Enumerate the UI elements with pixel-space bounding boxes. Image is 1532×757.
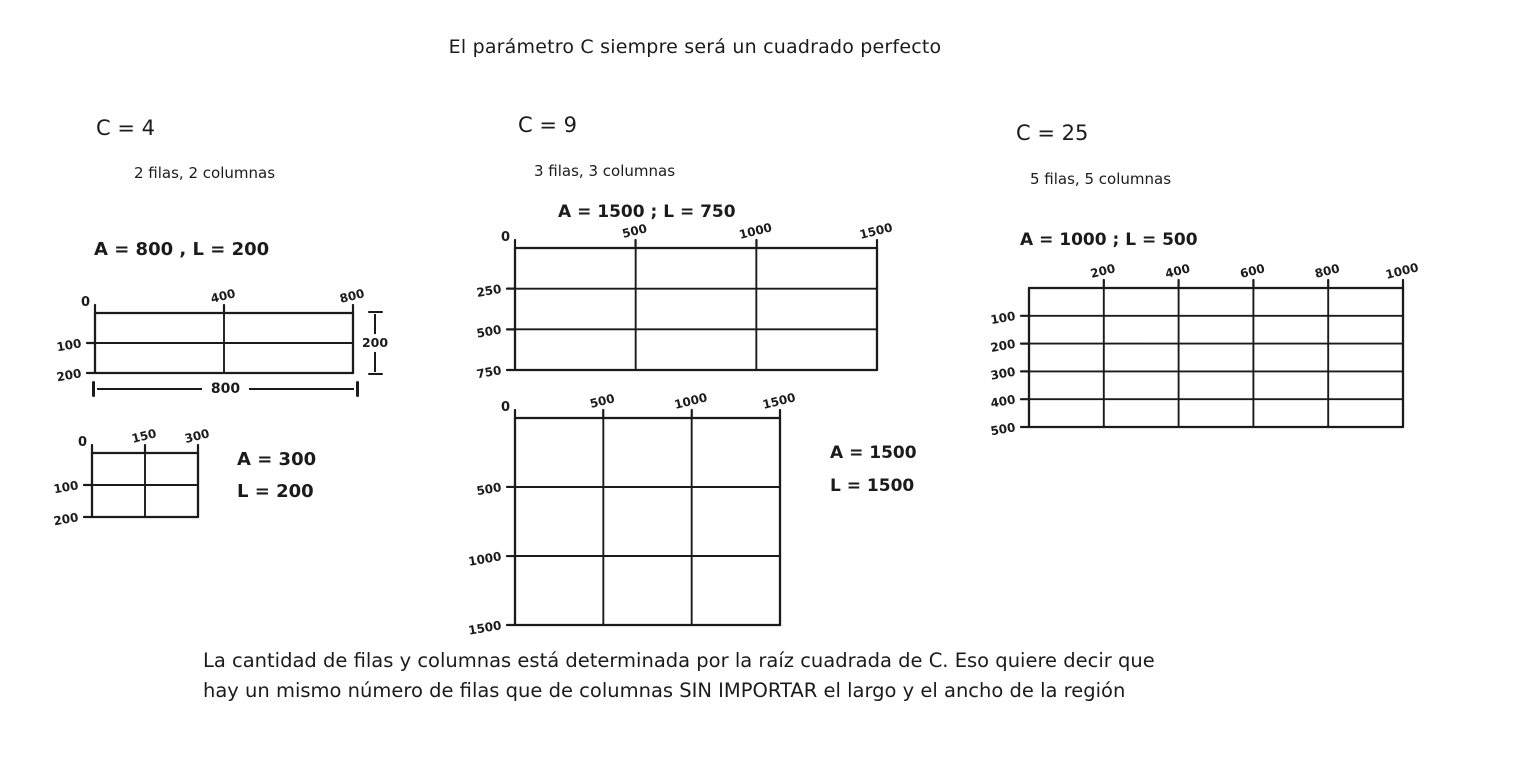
- svg-text:1000: 1000: [737, 220, 774, 242]
- svg-text:500: 500: [475, 322, 503, 341]
- c25-params-label: A = 1000 ; L = 500: [1020, 230, 1198, 250]
- svg-text:1500: 1500: [467, 618, 503, 638]
- svg-text:400: 400: [209, 286, 237, 306]
- svg-text:200: 200: [55, 366, 83, 385]
- bracket-lower-stem: [374, 352, 376, 372]
- svg-text:100: 100: [989, 308, 1017, 328]
- svg-text:600: 600: [1238, 261, 1267, 281]
- c4-height-dimension-value: 200: [361, 335, 389, 350]
- bracket-top-cap: [368, 311, 383, 313]
- svg-text:250: 250: [475, 281, 503, 300]
- svg-text:1500: 1500: [761, 390, 797, 412]
- svg-text:800: 800: [338, 286, 366, 306]
- c9-grid2-side-labels: [830, 443, 917, 509]
- c25-grid-1000x500: [989, 260, 1420, 439]
- c9-grid-1500x1500: [467, 390, 797, 638]
- svg-text:1000: 1000: [467, 549, 503, 569]
- svg-text:400: 400: [1163, 261, 1192, 281]
- c4-grid-800x200: [55, 286, 366, 385]
- c9-params-label: A = 1500 ; L = 750: [558, 202, 736, 222]
- c4-grid2-side-labels: [237, 449, 316, 513]
- svg-text:1000: 1000: [1384, 260, 1420, 282]
- c4-rows-columns-label: 2 filas, 2 columnas: [134, 164, 276, 182]
- svg-text:500: 500: [620, 221, 649, 241]
- c4-params-label: A = 800 , L = 200: [94, 239, 270, 260]
- svg-text:300: 300: [183, 426, 211, 446]
- svg-text:300: 300: [989, 364, 1017, 383]
- svg-text:500: 500: [989, 420, 1017, 439]
- c9-grid-1500x750: [475, 220, 894, 382]
- svg-text:1500: 1500: [858, 220, 894, 242]
- svg-text:200: 200: [1088, 261, 1117, 281]
- c4-grid2-area-label: A = 300: [237, 449, 317, 470]
- svg-text:1000: 1000: [672, 390, 709, 412]
- bracket-bottom-cap: [368, 373, 383, 375]
- c4-width-dimension-bracket: [92, 379, 359, 399]
- svg-text:0: 0: [500, 400, 510, 415]
- svg-text:150: 150: [130, 426, 158, 446]
- bracket-upper-stem: [374, 314, 376, 334]
- svg-text:0: 0: [80, 295, 90, 310]
- c9-grid2-area-label: A = 1500: [830, 443, 917, 463]
- svg-text:200: 200: [52, 510, 80, 529]
- c4-width-dimension-value: 800: [210, 381, 241, 397]
- page-title: El parámetro C siempre será un cuadrado perfecto: [448, 36, 942, 58]
- svg-text:400: 400: [989, 392, 1017, 411]
- c9-parameter-label: C = 9: [518, 113, 577, 137]
- svg-text:800: 800: [1313, 261, 1342, 281]
- svg-text:500: 500: [588, 391, 617, 411]
- svg-text:750: 750: [475, 363, 503, 382]
- c9-grid2-length-label: L = 1500: [830, 476, 915, 496]
- bracket-right-bar: [249, 388, 354, 390]
- c4-grid2-length-label: L = 200: [237, 481, 314, 502]
- svg-text:200: 200: [989, 336, 1017, 355]
- c4-height-dimension-bracket: [362, 311, 388, 375]
- svg-text:100: 100: [52, 478, 80, 497]
- footer-note: [203, 646, 1155, 706]
- bracket-right-cap: [356, 381, 359, 397]
- bracket-left-cap: [92, 381, 95, 397]
- c4-grid-300x200: [52, 426, 211, 529]
- svg-text:0: 0: [500, 230, 510, 245]
- c9-rows-columns-label: 3 filas, 3 columnas: [534, 162, 676, 180]
- c25-rows-columns-label: 5 filas, 5 columnas: [1030, 170, 1172, 188]
- footer-line-2: hay un mismo número de filas que de columnas SIN IMPORTAR el largo y el ancho de la región: [203, 679, 1126, 702]
- svg-text:0: 0: [77, 435, 87, 450]
- footer-line-1: La cantidad de filas y columnas está determinada por la raíz cuadrada de C. Eso quiere decir que: [203, 649, 1155, 672]
- svg-text:500: 500: [475, 480, 503, 499]
- c4-parameter-label: C = 4: [96, 116, 155, 140]
- bracket-left-bar: [97, 388, 202, 390]
- svg-text:100: 100: [55, 336, 83, 355]
- c25-parameter-label: C = 25: [1016, 121, 1089, 145]
